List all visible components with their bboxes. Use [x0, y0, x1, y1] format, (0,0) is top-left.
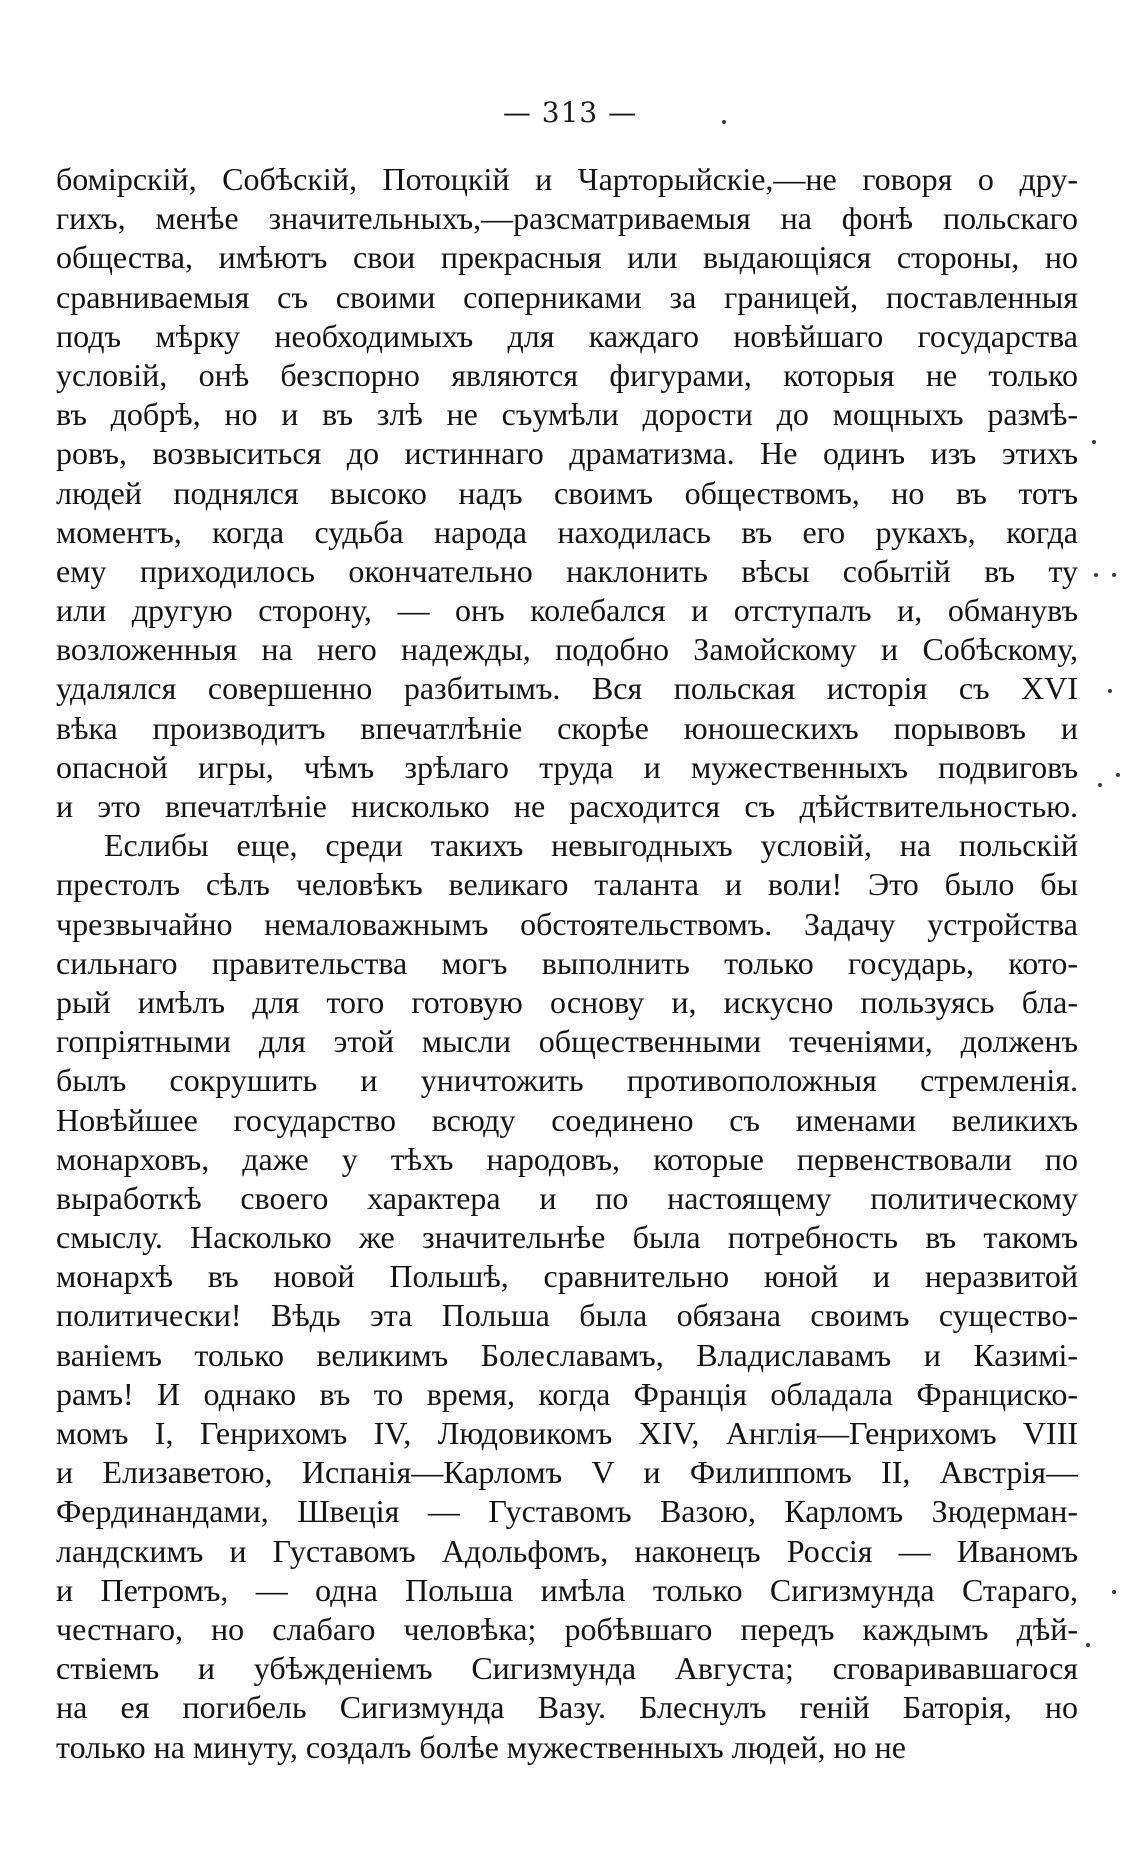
scan-speck	[1092, 440, 1096, 444]
text-line: смыслу. Насколько же значительнѣе была потребность въ такомъ	[56, 1219, 1078, 1256]
text-line: и это впечатлѣніе нисколько не расходится съ дѣйствительностью.	[56, 788, 1078, 824]
text-line: опасной игры, чѣмъ зрѣлаго труда и мужественныхъ подвиговъ	[56, 748, 1078, 785]
text-line: въ добрѣ, но и въ злѣ не съумѣли дорости до мощныхъ размѣ-	[56, 396, 1078, 433]
text-line: сильнаго правительства могъ выполнить только государь, кото-	[56, 944, 1078, 981]
text-line: рамъ! И однако въ то время, когда Франція обладала Франциско-	[56, 1375, 1078, 1412]
text-line: ствіемъ и убѣжденіемъ Сигизмунда Августа; сговаривавшагося	[56, 1650, 1078, 1687]
scan-speck	[1116, 773, 1120, 777]
scan-speck	[1112, 573, 1116, 577]
text-line: честнаго, но слабаго человѣка; робѣвшаго передъ каждымъ дѣй-	[56, 1610, 1078, 1647]
text-line: возложенныя на него надежды, подобно Замойскому и Собѣскому,	[56, 631, 1078, 668]
text-line: бомірскій, Собѣскій, Потоцкій и Чарторыйскіе,—не говоря о дру-	[56, 161, 1078, 197]
text-line: политически! Вѣдь эта Польша была обязана своимъ существо-	[56, 1297, 1078, 1334]
text-line: на ея погибель Сигизмунда Вазу. Блеснулъ геній Баторія, но	[56, 1689, 1078, 1726]
scan-speck	[1112, 1590, 1116, 1594]
text-line: вѣка производитъ впечатлѣніе скорѣе юношескихъ порывовъ и	[56, 709, 1078, 746]
scan-speck	[722, 120, 726, 124]
text-line: Еслибы еще, среди такихъ невыгодныхъ условій, на польскій	[104, 827, 1078, 864]
text-line: сравниваемыя съ своими соперниками за границей, поставленныя	[56, 278, 1078, 315]
text-line: Новѣйшее государство всюду соединено съ именами великихъ	[56, 1101, 1078, 1138]
text-line: ровъ, возвыситься до истиннаго драматизма. Не одинъ изъ этихъ	[56, 435, 1078, 472]
text-line: и Елизаветою, Испанія—Карломъ V и Филиппомъ II, Австрія—	[56, 1454, 1078, 1491]
page-number: — 313 —	[502, 96, 638, 129]
text-line: ему приходилось окончательно наклонить вѣсы событій въ ту	[56, 552, 1078, 589]
scan-speck	[1094, 573, 1098, 577]
text-line: монархѣ въ новой Польшѣ, сравнительно юной и неразвитой	[56, 1258, 1078, 1295]
text-line: выработкѣ своего характера и по настоящему политическому	[56, 1179, 1078, 1216]
text-line: рый имѣлъ для того готовую основу и, искусно пользуясь бла-	[56, 983, 1078, 1020]
body-text	[56, 160, 1078, 1767]
text-line: моментъ, когда судьба народа находилась въ его рукахъ, когда	[56, 513, 1078, 550]
paragraph-2	[56, 826, 1078, 1767]
text-line: монарховъ, даже у тѣхъ народовъ, которые первенствовали по	[56, 1140, 1078, 1177]
paragraph-1	[56, 160, 1078, 826]
text-line: только на минуту, создалъ болѣе мужественныхъ людей, но не	[56, 1728, 906, 1765]
scan-speck	[1086, 1643, 1090, 1647]
text-line: чрезвычайно немаловажнымъ обстоятельствомъ. Задачу устройства	[56, 905, 1078, 942]
text-line: подъ мѣрку необходимыхъ для каждаго новѣйшаго государства	[56, 317, 1078, 354]
text-line: людей поднялся высоко надъ своимъ обществомъ, но въ тотъ	[56, 474, 1078, 511]
text-line: ваніемъ только великимъ Болеславамъ, Владиславамъ и Казимі-	[56, 1336, 1078, 1373]
text-line: гопріятными для этой мысли общественными теченіями, долженъ	[56, 1023, 1078, 1060]
scan-speck	[1108, 689, 1112, 693]
text-line: условій, онѣ безспорно являются фигурами, которыя не только	[56, 356, 1078, 393]
text-line: общества, имѣютъ свои прекрасныя или выдающіяся стороны, но	[56, 239, 1078, 276]
text-line: или другую сторону, — онъ колебался и отступалъ и, обманувъ	[56, 592, 1078, 629]
text-line: ландскимъ и Густавомъ Адольфомъ, наконецъ Россія — Иваномъ	[56, 1532, 1078, 1569]
text-line: удалялся совершенно разбитымъ. Вся польская исторія съ XVI	[56, 670, 1078, 707]
text-line: и Петромъ, — одна Польша имѣла только Сигизмунда Стараго,	[56, 1571, 1078, 1608]
scan-speck	[1098, 783, 1102, 787]
text-line: момъ I, Генрихомъ IV, Людовикомъ XIV, Англія—Генрихомъ VIII	[56, 1415, 1078, 1451]
text-line: престолъ сѣлъ человѣкъ великаго таланта и воли! Это было бы	[56, 866, 1078, 903]
text-line: гихъ, менѣе значительныхъ,—разсматриваемыя на фонѣ польскаго	[56, 200, 1078, 237]
text-line: былъ сокрушить и уничтожить противоположныя стремленія.	[56, 1062, 1078, 1099]
text-line: Фердинандами, Швеція — Густавомъ Вазою, Карломъ Зюдерман-	[56, 1493, 1078, 1530]
